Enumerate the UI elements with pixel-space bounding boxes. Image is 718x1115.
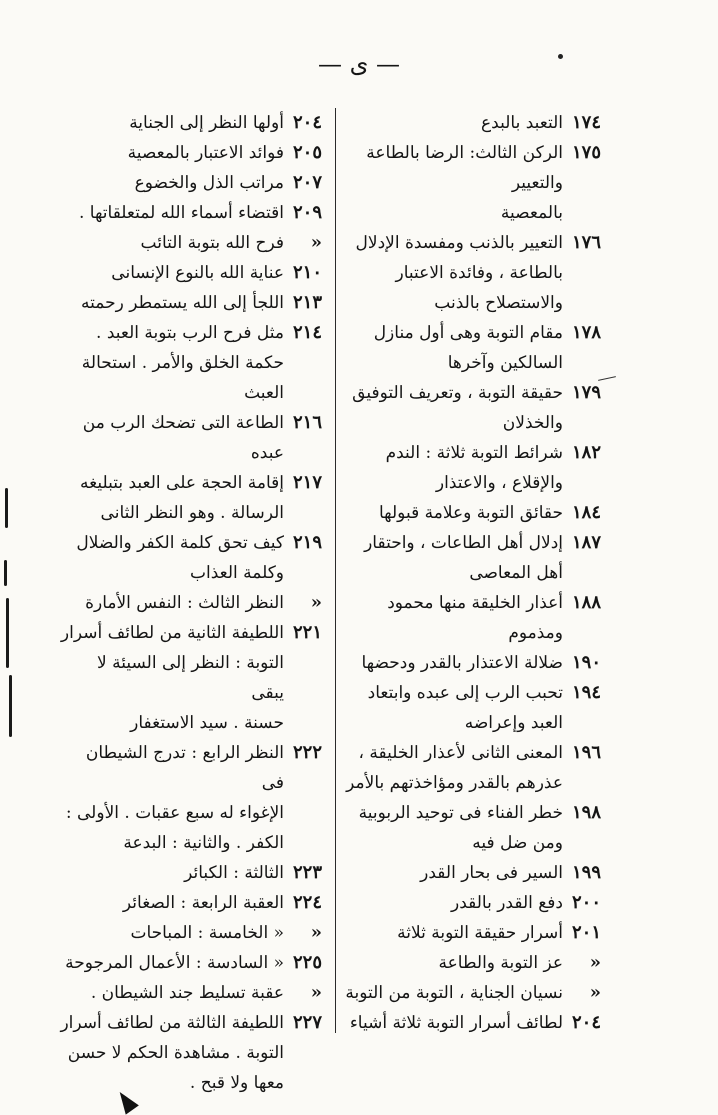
- entry-line: السير فى بحار القدر: [420, 863, 563, 883]
- entry-line: بالطاعة ، وفائدة الاعتبار: [395, 263, 563, 283]
- entry-line: معها ولا قبح .: [189, 1073, 284, 1093]
- entry-line: والإقلاع ، والاعتذار: [435, 473, 563, 493]
- index-entry: [60, 738, 322, 858]
- entry-line: أعذار الخليقة منها محمود ومذموم: [387, 593, 563, 643]
- entry-line: دفع القدر بالقدر: [450, 893, 563, 913]
- entry-text: [345, 108, 563, 138]
- index-entry: [60, 108, 322, 138]
- entry-line: الإغواء له سبع عقبات . الأولى :: [65, 803, 284, 823]
- page-header: — ى —: [317, 50, 401, 78]
- entry-line: فرح الله بتوبة التائب: [140, 233, 284, 253]
- entry-line: فوائد الاعتبار بالمعصية: [127, 143, 284, 163]
- index-entry: [60, 858, 322, 888]
- index-entry: [345, 108, 601, 138]
- entry-text: [345, 138, 563, 228]
- index-entry: [60, 588, 322, 618]
- entry-text: [60, 108, 284, 138]
- entry-line: إقامة الحجة على العبد بتبليغه: [80, 473, 284, 493]
- index-entry: [60, 888, 322, 918]
- entry-text: [345, 318, 563, 378]
- entry-text: [60, 918, 284, 948]
- entry-line: « السادسة : الأعمال المرجوحة: [65, 953, 284, 973]
- index-entry: [60, 618, 322, 738]
- index-entry: [60, 468, 322, 528]
- page-number: ٢١٤: [292, 322, 322, 343]
- margin-mark: [9, 675, 12, 737]
- entry-line: حكمة الخلق والأمر . استحالة العبث: [81, 353, 284, 403]
- index-entry: [345, 738, 601, 798]
- page-number: ٢٠٠: [571, 892, 601, 913]
- page-number: ٢٢٧: [292, 1012, 322, 1033]
- entry-line: الثالثة : الكبائر: [184, 863, 284, 883]
- margin-mark: [6, 598, 9, 668]
- entry-line: « الخامسة : المباحات: [130, 923, 284, 943]
- entry-line: تحبب الرب إلى عبده وابتعاد: [367, 683, 563, 703]
- page-number: ٢٢٥: [292, 952, 322, 973]
- entry-line: كيف تحق كلمة الكفر والضلال: [76, 533, 284, 553]
- entry-text: [60, 318, 284, 408]
- page-number: ١٧٦: [571, 232, 601, 253]
- entry-text: [60, 888, 284, 918]
- index-entry: [60, 288, 322, 318]
- page-number: ٢٠٥: [292, 142, 322, 163]
- entry-text: [60, 948, 284, 978]
- entry-text: [60, 138, 284, 168]
- entry-text: [60, 228, 284, 258]
- page-number: ٢٠٧: [292, 172, 322, 193]
- page-number: «: [589, 952, 601, 973]
- entry-text: [60, 468, 284, 528]
- index-entry: [345, 138, 601, 228]
- entry-line: خطر الفناء فى توحيد الربوبية: [358, 803, 563, 823]
- index-column-right: [345, 108, 601, 1038]
- index-entry: [345, 528, 601, 588]
- entry-line: التوبة : النظر إلى السيئة لا يبقى: [97, 653, 284, 703]
- margin-mark: [4, 560, 7, 586]
- page-number: ١٨٢: [571, 442, 601, 463]
- page-number: «: [310, 232, 322, 253]
- entry-line: اقتضاء أسماء الله لمتعلقاتها .: [78, 203, 284, 223]
- entry-line: العقبة الرابعة : الصغائر: [122, 893, 284, 913]
- entry-text: [345, 948, 563, 978]
- page-number: ١٨٨: [571, 592, 601, 613]
- entry-line: وكلمة العذاب: [189, 563, 284, 583]
- entry-line: العبد وإعراضه: [464, 713, 563, 733]
- ink-dot: [558, 54, 563, 59]
- entry-text: [345, 588, 563, 648]
- entry-text: [345, 678, 563, 738]
- entry-text: [345, 498, 563, 528]
- index-entry: [345, 948, 601, 978]
- entry-text: [60, 858, 284, 888]
- index-entry: [345, 798, 601, 858]
- entry-text: [345, 228, 563, 318]
- page-number: ١٨٧: [571, 532, 601, 553]
- entry-line: ومن ضل فيه: [472, 833, 563, 853]
- page-number: ١٩٠: [571, 652, 601, 673]
- index-entry: [345, 498, 601, 528]
- page-number: «: [310, 592, 322, 613]
- entry-line: حقيقة التوبة ، وتعريف التوفيق: [352, 383, 563, 403]
- entry-text: [345, 648, 563, 678]
- page-number: ١٧٨: [571, 322, 601, 343]
- entry-line: الطاعة التى تضحك الرب من عبده: [82, 413, 284, 463]
- page-number: ١٩٩: [571, 862, 601, 883]
- index-entry: [60, 138, 322, 168]
- entry-line: ضلالة الاعتذار بالقدر ودحضها: [361, 653, 563, 673]
- entry-text: [345, 858, 563, 888]
- index-entry: [60, 408, 322, 468]
- entry-text: [345, 798, 563, 858]
- entry-line: بالمعصية: [500, 203, 563, 223]
- entry-text: [345, 918, 563, 948]
- entry-text: [60, 618, 284, 738]
- page-number: ٢٠٤: [571, 1012, 601, 1033]
- page-number: «: [310, 922, 322, 943]
- entry-text: [60, 288, 284, 318]
- index-entry: [345, 888, 601, 918]
- entry-text: [60, 1008, 284, 1098]
- entry-line: حسنة . سيد الاستغفار: [130, 713, 284, 733]
- page-number: ٢٠١: [571, 922, 601, 943]
- entry-line: والاستصلاح بالذنب: [434, 293, 563, 313]
- entry-line: أسرار حقيقة التوبة ثلاثة: [397, 923, 563, 943]
- index-entry: [60, 168, 322, 198]
- page-number: ١٧٥: [571, 142, 601, 163]
- entry-line: السالكين وآخرها: [447, 353, 563, 373]
- page-number: ٢٠٩: [292, 202, 322, 223]
- index-entry: [345, 858, 601, 888]
- column-divider: [335, 108, 336, 1033]
- index-entry: [60, 258, 322, 288]
- entry-line: المعنى الثانى لأعذار الخليقة ،: [358, 743, 563, 763]
- page-number: ١٧٩: [571, 382, 601, 403]
- index-entry: [60, 528, 322, 588]
- index-entry: [345, 678, 601, 738]
- page-number: «: [310, 982, 322, 1003]
- entry-line: الركن الثالث: الرضا بالطاعة والتعيير: [366, 143, 563, 193]
- entry-line: نسيان الجناية ، التوبة من التوبة: [345, 983, 563, 1003]
- index-entry: [345, 318, 601, 378]
- entry-line: حقائق التوبة وعلامة قبولها: [378, 503, 563, 523]
- entry-line: الرسالة . وهو النظر الثانى: [100, 503, 284, 523]
- entry-text: [345, 738, 563, 798]
- page-number: ١٩٨: [571, 802, 601, 823]
- entry-line: عناية الله بالنوع الإنسانى: [111, 263, 284, 283]
- index-entry: [345, 978, 601, 1008]
- page-number: ٢٢٢: [292, 742, 322, 763]
- page-number: «: [589, 982, 601, 1003]
- entry-line: التعبد بالبدع: [481, 113, 563, 133]
- entry-text: [60, 168, 284, 198]
- entry-line: إدلال أهل الطاعات ، واحتقار: [364, 533, 563, 553]
- page-number: ٢١٧: [292, 472, 322, 493]
- margin-mark: [5, 488, 8, 528]
- entry-line: أهل المعاصى: [469, 563, 563, 583]
- page-number: ١٨٤: [571, 502, 601, 523]
- entry-line: التوبة . مشاهدة الحكم لا حسن: [67, 1043, 284, 1063]
- entry-line: اللجأ إلى الله يستمطر رحمته: [81, 293, 284, 313]
- entry-line: النظر الرابع : تدرج الشيطان فى: [85, 743, 284, 793]
- page-number: ٢١٦: [292, 412, 322, 433]
- entry-line: مثل فرح الرب بتوبة العبد .: [96, 323, 284, 343]
- index-entry: [345, 378, 601, 438]
- page-number: ٢٢٤: [292, 892, 322, 913]
- page-number: ٢٠٤: [292, 112, 322, 133]
- page-number: ١٩٦: [571, 742, 601, 763]
- index-entry: [60, 318, 322, 408]
- entry-text: [60, 198, 284, 228]
- page-number: ٢٢٣: [292, 862, 322, 883]
- entry-line: اللطيفة الثالثة من لطائف أسرار: [60, 1013, 284, 1033]
- entry-line: شرائط التوبة ثلاثة : الندم: [385, 443, 563, 463]
- entry-text: [345, 1008, 563, 1038]
- index-entry: [60, 198, 322, 228]
- entry-line: النظر الثالث : النفس الأمارة: [85, 593, 284, 613]
- entry-line: مقام التوبة وهى أول منازل: [373, 323, 563, 343]
- entry-line: لطائف أسرار التوبة ثلاثة أشياء: [349, 1013, 563, 1033]
- entry-text: [60, 738, 284, 858]
- entry-text: [60, 588, 284, 618]
- entry-line: مراتب الذل والخضوع: [134, 173, 284, 193]
- index-entry: [345, 588, 601, 648]
- entry-text: [345, 378, 563, 438]
- entry-line: الكفر . والثانية : البدعة: [123, 833, 284, 853]
- index-column-left: [60, 108, 322, 1098]
- entry-line: اللطيفة الثانية من لطائف أسرار: [60, 623, 284, 643]
- page-number: ١٩٤: [571, 682, 601, 703]
- entry-text: [60, 408, 284, 468]
- index-entry: [60, 918, 322, 948]
- entry-text: [345, 528, 563, 588]
- entry-line: والخذلان: [502, 413, 563, 433]
- entry-text: [60, 978, 284, 1008]
- entry-line: عز التوبة والطاعة: [438, 953, 563, 973]
- index-entry: [60, 1008, 322, 1098]
- index-entry: [345, 1008, 601, 1038]
- index-entry: [60, 978, 322, 1008]
- page-number: ٢١٠: [292, 262, 322, 283]
- page-number: ٢١٣: [292, 292, 322, 313]
- entry-line: عقبة تسليط جند الشيطان .: [90, 983, 284, 1003]
- entry-text: [60, 528, 284, 588]
- entry-text: [345, 438, 563, 498]
- index-entry: [345, 648, 601, 678]
- index-entry: [345, 918, 601, 948]
- entry-line: أولها النظر إلى الجناية: [129, 113, 284, 133]
- entry-text: [345, 978, 563, 1008]
- index-entry: [60, 228, 322, 258]
- index-entry: [60, 948, 322, 978]
- entry-line: التعيير بالذنب ومفسدة الإدلال: [355, 233, 563, 253]
- entry-line: عذرهم بالقدر ومؤاخذتهم بالأمر: [346, 773, 563, 793]
- page-number: ٢٢١: [292, 622, 322, 643]
- entry-text: [345, 888, 563, 918]
- entry-text: [60, 258, 284, 288]
- index-entry: [345, 438, 601, 498]
- page-number: ١٧٤: [571, 112, 601, 133]
- page-number: ٢١٩: [292, 532, 322, 553]
- index-entry: [345, 228, 601, 318]
